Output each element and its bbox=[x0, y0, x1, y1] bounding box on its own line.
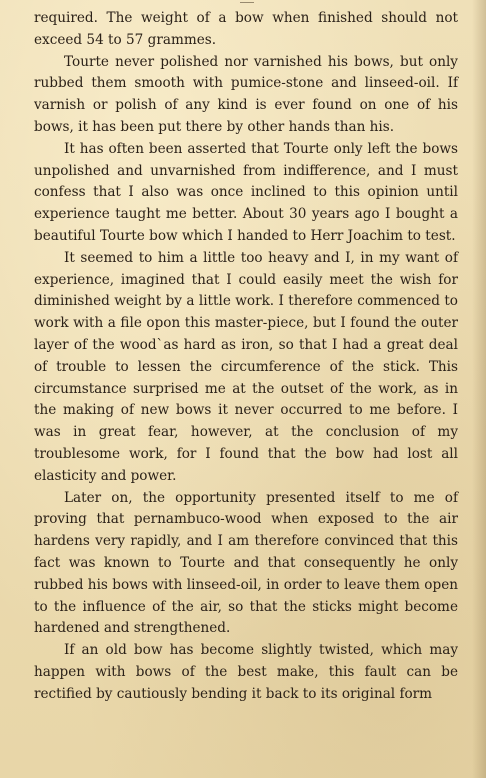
page-top-mark bbox=[240, 0, 254, 3]
page-text bbox=[34, 8, 458, 706]
paragraph-joachim-test: It seemed to him a little too heavy and I, in my want of experience, imagined that I could easily meet the wish for diminished weight by a little work. I therefore commenced to work with a file opon this master-piece, but I found the outer layer of the wood`as hard as iron, so that I had a great deal of trouble to lessen the circumference of the stick. This circumstance surprised me at the outset of the work, as in the making of new bows it never occurred to me before. I was in great fear, however, at the conclusion of my troublesome work, for I found that the bow had lost all elasticity and power. bbox=[34, 249, 458, 484]
paragraph-pernambuco-wood: Later on, the opportunity presented itself to me of proving that pernambuco-wood when exposed to the air hardens very rapidly, and I am therefore convinced that this fact was known to Tourte and that consequently he only rubbed his bows with linseed-oil, in order to leave them open to the influence of the air, so that the sticks might become hardened and strengthened. bbox=[34, 489, 458, 637]
paragraph-tourte-finish: Tourte never polished nor varnished his bows, but only rubbed them smooth with pumice-stone and linseed-oil. If varnish or polish of any kind is ever found on one of his bows, it has been put there by other hands than his. bbox=[34, 53, 458, 135]
paragraph-twisted-bow: If an old bow has become slightly twisted, which may happen with bows of the best make, this fault can be rectified by cautiously bending it back to its original form bbox=[34, 642, 458, 702]
paragraph-bow-weight: required. The weight of a bow when finished should not exceed 54 to 57 grammes. bbox=[34, 10, 458, 48]
paragraph-unvarnished-reason: It has often been asserted that Tourte only left the bows unpolished and unvarnished from indifference, and I must confess that I also was once inclined to this opinion until experience taught me better. About 30 years ago I bought a beautiful Tourte bow which I handed to Herr Joachim to test. bbox=[34, 140, 458, 244]
